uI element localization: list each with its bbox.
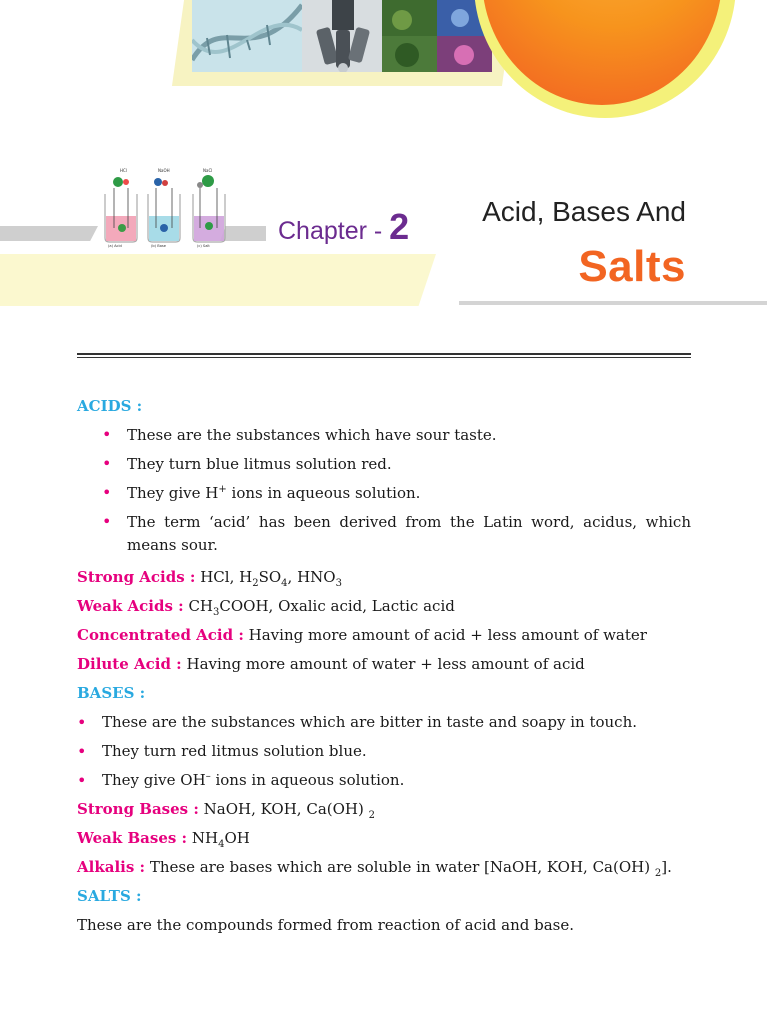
list-item: • They give H+ ions in aqueous solution. [77, 482, 691, 505]
list-item: • These are the substances which have sour taste. [77, 424, 691, 447]
concentrated-acid-line: Concentrated Acid : Having more amount of acid + less amount of water [77, 625, 647, 644]
weak-acids-label: Weak Acids : [77, 596, 184, 615]
acids-list [77, 424, 691, 556]
section-divider-bottom [77, 357, 691, 358]
chapter-label: Chapter - [278, 217, 390, 245]
section-divider-top [77, 353, 691, 355]
acids-heading: ACIDS : [77, 397, 143, 415]
yellow-band [0, 254, 436, 306]
beaker-label-hcl: HCl [120, 168, 127, 173]
beaker-label-nacl: NaCl [203, 168, 213, 173]
list-item: • They turn red litmus solution blue. [77, 737, 691, 766]
beaker-caption-salt: (c) Salt [197, 244, 210, 248]
header-photo-strip [192, 0, 492, 72]
concentrated-acid-label: Concentrated Acid : [77, 625, 244, 644]
weak-bases-label: Weak Bases : [77, 828, 188, 847]
strong-bases-line: Strong Bases : NaOH, KOH, Ca(OH) $_2$ [77, 799, 375, 821]
chapter-number: 2 [389, 206, 410, 247]
microscope-image [302, 0, 382, 72]
bases-list [77, 708, 691, 795]
beakers-illustration [100, 166, 230, 248]
list-item: • The term ‘acid’ has been derived from the Latin word, acidus, which means sour. [77, 511, 691, 556]
strong-acids-line: Strong Acids : HCl, $H_2SO_4$, $HNO_3$ [77, 567, 342, 589]
grey-bar-left [0, 226, 98, 241]
alkalis-label: Alkalis : [77, 857, 146, 876]
weak-bases-line: Weak Bases : $NH_4OH$ [77, 828, 250, 850]
beaker-caption-base: (b) Base [151, 244, 166, 248]
beaker-label-naoh: NaOH [158, 168, 170, 173]
bases-heading: BASES : [77, 683, 146, 702]
alkalis-line: Alkalis : These are bases which are soluble in water [NaOH, KOH, Ca(OH) $_2$]. [77, 857, 672, 879]
chapter-heading [278, 206, 409, 248]
dna-image [192, 0, 302, 72]
strong-bases-label: Strong Bases : [77, 799, 199, 818]
chapter-title-line1: Acid, Bases And [482, 196, 686, 227]
salts-heading: SALTS : [77, 886, 142, 905]
weak-acids-line: Weak Acids : $CH_3COOH$, Oxalic acid, Lactic acid [77, 596, 455, 618]
strong-acids-label: Strong Acids : [77, 567, 196, 586]
beaker-caption-acid: (a) Acid [108, 244, 122, 248]
nature-collage-image [382, 0, 492, 72]
dilute-acid-label: Dilute Acid : [77, 654, 182, 673]
chapter-content [77, 392, 691, 940]
list-item: • These are the substances which are bitter in taste and soapy in touch. [77, 708, 691, 737]
title-underline [459, 301, 767, 305]
dilute-acid-line: Dilute Acid : Having more amount of water + less amount of acid [77, 654, 585, 673]
list-item: • They turn blue litmus solution red. [77, 453, 691, 476]
chapter-title-line2: Salts [578, 242, 686, 291]
list-item: • They give OH– ions in aqueous solution. [77, 766, 691, 795]
salts-definition: These are the compounds formed from reaction of acid and base. [77, 915, 575, 934]
